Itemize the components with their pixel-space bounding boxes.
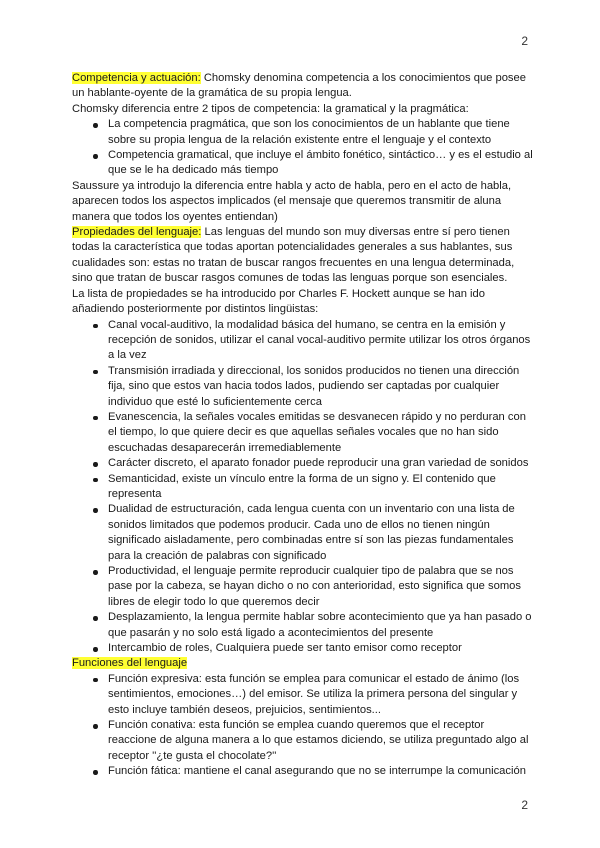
propiedades-intro: La lista de propiedades se ha introducido por Charles F. Hockett aunque se han ido añadiendo posteriormente por distintos lingüistas: — [72, 287, 485, 316]
list-item: Función fática: mantiene el canal asegurando que no se interrumpe la comunicación — [72, 764, 534, 779]
competencia-paragraph — [72, 71, 534, 102]
propiedades-heading: Propiedades del lenguaje: — [72, 226, 202, 239]
competencia-list — [72, 117, 534, 179]
list-item: Transmisión irradiada y direccional, los sonidos producidos no tienen una dirección fija, sino que estos van hacia todos lados, pudiendo ser captadas por cualquier individuo que esté lo suficientemente cerca — [72, 364, 534, 410]
competencia-intro: Chomsky diferencia entre 2 tipos de competencia: la gramatical y la pragmática: — [72, 102, 469, 115]
propiedades-list — [72, 318, 534, 657]
list-item: Productividad, el lenguaje permite reproducir cualquier tipo de palabra que se nos pase por la cabeza, se hayan dicho o no con anterioridad, esto significa que somos libres de elegir todo lo que queremos decir — [72, 564, 534, 610]
list-item: Carácter discreto, el aparato fonador puede reproducir una gran variedad de sonidos — [72, 456, 534, 471]
list-item: Canal vocal-auditivo, la modalidad básica del humano, se centra en la emisión y recepción de sonidos, utilizar el canal vocal-auditivo permite utilizar los otros órganos a la vez — [72, 318, 534, 364]
competencia-text: Chomsky denomina competencia a los conocimientos que posee un hablante-oyente de la gramática de su propia lengua. — [72, 72, 526, 100]
page-number-footer: 2 — [521, 798, 528, 812]
list-item: Competencia gramatical, que incluye el ámbito fonético, sintáctico… y es el estudio al que se le ha dedicado más tiempo — [72, 148, 534, 179]
funciones-heading: Funciones del lenguaje — [72, 657, 188, 670]
list-item: Función expresiva: esta función se emplea para comunicar el estado de ánimo (los sentimientos, emociones…) del emisor. Se utiliza la primera persona del singular y esto incluye también deseos, prejuicios, sentimientos... — [72, 672, 534, 718]
funciones-paragraph — [72, 656, 534, 671]
saussure-paragraph: Saussure ya introdujo la diferencia entre habla y acto de habla, pero en el acto de habla, aparecen todos los aspectos implicados (el mensaje que queremos transmitir de aluna manera que todos los oyentes entiendan) — [72, 179, 512, 223]
list-item: Dualidad de estructuración, cada lengua cuenta con un inventario con una lista de sonidos limitados que podemos producir. Cada uno de ellos no tienen ningún significado aisladamente, pero combinadas entre sí son las piezas fundamentales para la creación de palabras con significado — [72, 502, 534, 564]
list-item: Evanescencia, la señales vocales emitidas se desvanecen rápido y no perduran con el tiempo, lo que quiere decir es que aquellas señales vocales que no han sido escuchadas desaparecerán irremediablemente — [72, 410, 534, 456]
list-item: Función conativa: esta función se emplea cuando queremos que el receptor reaccione de alguna manera a lo que estamos diciendo, se utiliza preguntado algo al receptor ''¿te gusta el chocolate?'' — [72, 718, 534, 764]
competencia-heading: Competencia y actuación: — [72, 72, 201, 84]
list-item: La competencia pragmática, que son los conocimientos de un hablante que tiene sobre su propia lengua de la relación existente entre el lenguaje y el contexto — [72, 117, 534, 148]
page-number: 2 — [521, 34, 528, 48]
list-item: Semanticidad, existe un vínculo entre la forma de un signo y. El contenido que representa — [72, 472, 534, 503]
document-body — [72, 71, 534, 780]
list-item: Intercambio de roles, Cualquiera puede ser tanto emisor como receptor — [72, 641, 534, 656]
list-item: Desplazamiento, la lengua permite hablar sobre acontecimiento que ya han pasado o que pasarán y no solo está ligado a acontecimientos del presente — [72, 610, 534, 641]
propiedades-paragraph — [72, 225, 534, 287]
propiedades-text: Las lenguas del mundo son muy diversas entre sí pero tienen todas la característica que todas aportan potencialidades generales a sus hablantes, sus cualidades son: estas no tratan de buscar rangos frecuentes en una lengua determinada, sino que tratan de buscar rasgos comunes de todas las lenguas porque son esenciales. — [72, 226, 515, 285]
funciones-list — [72, 672, 534, 780]
